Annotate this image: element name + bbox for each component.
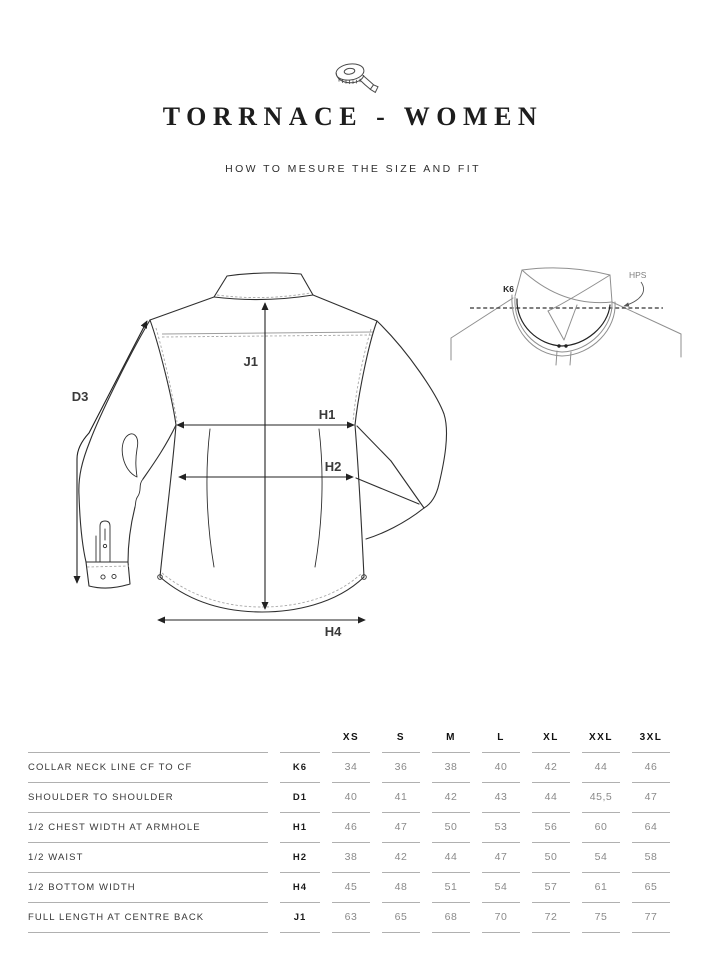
measurement-value: 44 (532, 783, 570, 813)
measuring-tape-icon (322, 56, 384, 100)
table-row (28, 783, 670, 813)
size-table-head-row (28, 726, 670, 753)
sleeve-right-cuff-edge (391, 461, 424, 508)
measurement-value: 44 (432, 843, 470, 873)
measurement-value: 70 (482, 903, 520, 933)
header-spacer-name (28, 726, 268, 753)
measurement-code: H4 (280, 873, 320, 903)
measurement-value: 48 (382, 873, 420, 903)
measurement-code: J1 (280, 903, 320, 933)
measurement-value: 41 (382, 783, 420, 813)
hem-stitch (162, 573, 362, 607)
measurement-value: 72 (532, 903, 570, 933)
measurement-value: 38 (332, 843, 370, 873)
measurement-value: 54 (482, 873, 520, 903)
shirt-back-drawing (79, 273, 447, 612)
measurement-value: 46 (332, 813, 370, 843)
measurement-value: 46 (632, 753, 670, 783)
measurement-value: 50 (532, 843, 570, 873)
table-row (28, 873, 670, 903)
measurement-value: 47 (632, 783, 670, 813)
measurement-arrows (72, 303, 365, 639)
back-dart-left (207, 429, 214, 567)
page-title: TORRNACE - WOMEN (162, 102, 544, 131)
measurement-value: 47 (482, 843, 520, 873)
cuff-placket-strip (100, 521, 110, 562)
page-subtitle: HOW TO MESURE THE SIZE AND FIT (225, 163, 481, 175)
collar-shoulder-right (612, 302, 681, 357)
collar-detail-drawing (451, 268, 681, 365)
collar-label-hps: HPS (629, 270, 647, 280)
measurement-value: 42 (382, 843, 420, 873)
size-table (16, 726, 682, 933)
measurement-name: FULL LENGTH AT CENTRE BACK (28, 903, 268, 933)
sleeve-left-outer (79, 320, 150, 562)
collar-placket-lines (556, 351, 571, 365)
header-spacer-code (280, 726, 320, 753)
measurement-value: 58 (632, 843, 670, 873)
measurement-code: D1 (280, 783, 320, 813)
collar-shoulder-left (451, 298, 513, 360)
yoke-seam (162, 332, 373, 334)
collar-band-inner (515, 297, 612, 352)
measurement-name: SHOULDER TO SHOULDER (28, 783, 268, 813)
measurement-value: 36 (382, 753, 420, 783)
measurement-label-h4: H4 (324, 624, 342, 639)
collar-fold-line-2 (548, 275, 610, 311)
sleeve-left-placket-squiggle (135, 479, 143, 507)
measurement-value: 51 (432, 873, 470, 903)
tape-strip-end (370, 85, 378, 93)
table-row (28, 813, 670, 843)
measurement-value: 44 (582, 753, 620, 783)
collar-button-2 (564, 344, 567, 347)
measurement-value: 40 (482, 753, 520, 783)
measurement-label-h1: H1 (318, 407, 336, 422)
measurement-value: 56 (532, 813, 570, 843)
shoulder-right (313, 295, 377, 321)
tape-roll-side (336, 74, 363, 83)
measurement-value: 42 (432, 783, 470, 813)
size-column-header: XXL (582, 726, 620, 753)
hps-pointer-arrow (624, 282, 644, 306)
measurement-value: 57 (532, 873, 570, 903)
measurement-label-d3: D3 (71, 389, 89, 404)
measurement-label-j1: J1 (243, 354, 258, 369)
armhole-stitch-right (353, 329, 371, 422)
sleeve-right-lower-edge (366, 508, 424, 539)
shoulder-left (150, 297, 214, 320)
measurement-diagram (0, 235, 706, 675)
table-row (28, 903, 670, 933)
measurement-name: 1/2 BOTTOM WIDTH (28, 873, 268, 903)
measurement-name: 1/2 CHEST WIDTH AT ARMHOLE (28, 813, 268, 843)
size-column-header: XS (332, 726, 370, 753)
sleeve-placket-loop (122, 434, 137, 477)
placket-button (103, 544, 106, 547)
measurement-code: H1 (280, 813, 320, 843)
table-row (28, 843, 670, 873)
yoke-stitch (162, 335, 373, 337)
size-column-header: L (482, 726, 520, 753)
measurement-value: 68 (432, 903, 470, 933)
size-column-header: 3XL (632, 726, 670, 753)
sleeve-right-crease-top (357, 426, 391, 461)
armhole-stitch-left (156, 328, 177, 422)
hem-outline (160, 577, 364, 612)
back-dart-right (315, 429, 322, 567)
collar-outline (214, 273, 313, 300)
measurement-name: COLLAR NECK LINE CF TO CF (28, 753, 268, 783)
measurement-value: 42 (532, 753, 570, 783)
collar-front-v (548, 305, 577, 340)
cuff-stitch (87, 566, 129, 567)
collar-upper-outline (515, 268, 612, 302)
measurement-value: 53 (482, 813, 520, 843)
measurement-value: 34 (332, 753, 370, 783)
table-row (28, 753, 670, 783)
measurement-value: 77 (632, 903, 670, 933)
measurement-value: 45,5 (582, 783, 620, 813)
sleeve-right-outer (377, 321, 447, 508)
size-table-body (28, 753, 670, 933)
measurement-value: 65 (382, 903, 420, 933)
measurement-label-h2: H2 (324, 459, 342, 474)
measurement-value: 40 (332, 783, 370, 813)
measurement-value: 45 (332, 873, 370, 903)
measurement-value: 47 (382, 813, 420, 843)
measurement-value: 38 (432, 753, 470, 783)
sleeve-left-inner-lower (128, 507, 135, 562)
tape-roll-hub (344, 68, 355, 75)
collar-button-1 (557, 344, 560, 347)
measurement-value: 75 (582, 903, 620, 933)
measurement-code: K6 (280, 753, 320, 783)
measurement-value: 43 (482, 783, 520, 813)
size-column-header: S (382, 726, 420, 753)
measurement-value: 64 (632, 813, 670, 843)
collar-label-k6: K6 (503, 284, 514, 294)
size-column-header: M (432, 726, 470, 753)
measurement-value: 65 (632, 873, 670, 903)
collar-band-outer (512, 295, 615, 356)
measurement-value: 54 (582, 843, 620, 873)
measurement-value: 63 (332, 903, 370, 933)
measurement-value: 61 (582, 873, 620, 903)
measurement-code: H2 (280, 843, 320, 873)
size-column-header: XL (532, 726, 570, 753)
sleeve-right-crease-bottom (356, 478, 419, 504)
cuff-button-1 (101, 575, 105, 579)
measurement-value: 60 (582, 813, 620, 843)
collar-fold-line-1 (522, 270, 612, 303)
measurement-name: 1/2 WAIST (28, 843, 268, 873)
cuff-button-2 (112, 574, 116, 578)
measurement-value: 50 (432, 813, 470, 843)
